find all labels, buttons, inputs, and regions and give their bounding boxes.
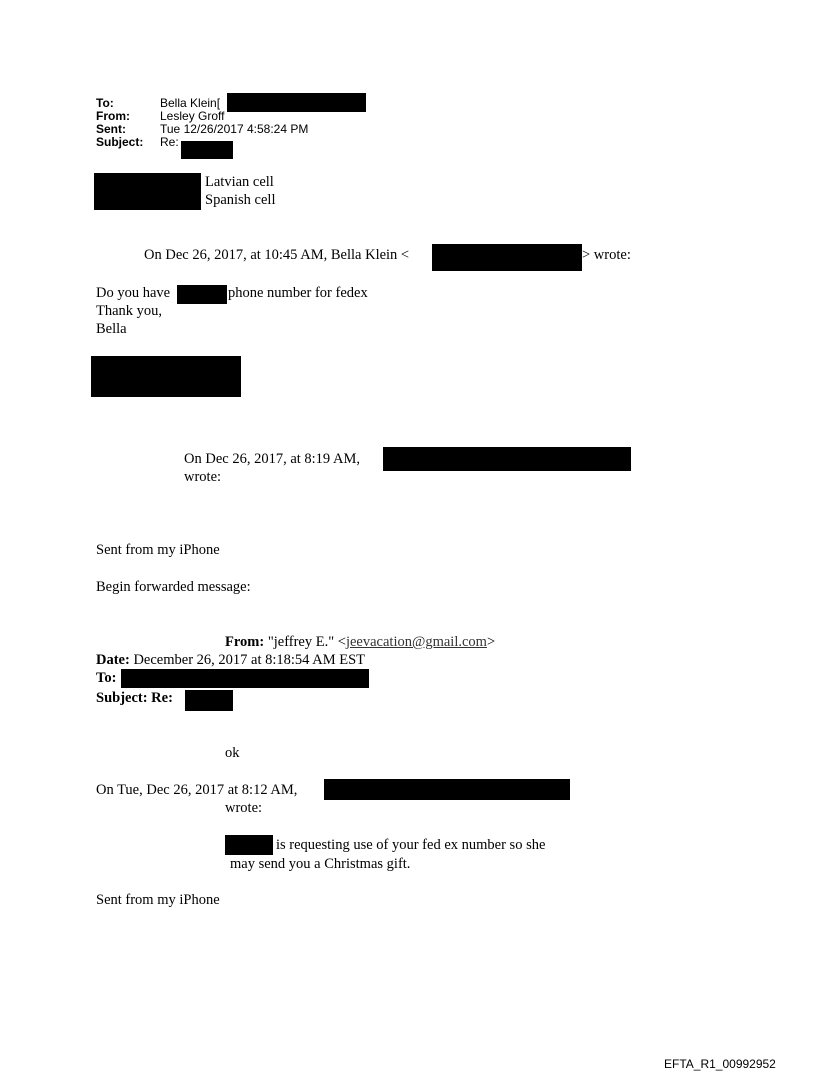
fwd-date-value: December 26, 2017 at 8:18:54 AM EST <box>133 652 366 668</box>
quote1-thanks: Thank you, <box>96 303 163 319</box>
quote2-intro: On Dec 26, 2017, at 8:19 AM, <box>184 451 360 467</box>
to-label: To: <box>96 96 114 110</box>
fwd-from-email[interactable]: jeevacation@gmail.com <box>345 634 487 650</box>
from-label: From: <box>96 109 130 123</box>
fwd-date-line <box>96 652 365 669</box>
fwd-from-name: "jeffrey E." < <box>267 634 346 650</box>
quote1-intro-end: > wrote: <box>582 247 631 263</box>
quote1-intro: On Dec 26, 2017, at 10:45 AM, Bella Klein < <box>144 247 410 263</box>
fwd-body: ok <box>225 745 240 761</box>
redaction-block <box>177 285 227 304</box>
sent-from-iphone: Sent from my iPhone <box>96 892 220 908</box>
redaction-block <box>185 690 233 711</box>
subject-value: Re: <box>160 135 179 149</box>
quote1-body-start: Do you have <box>96 285 171 301</box>
quote1-signature: Bella <box>96 321 127 337</box>
fwd-date-label: Date: <box>96 652 130 668</box>
redaction-block <box>227 93 366 112</box>
quote3-body-1: is requesting use of your fed ex number so she <box>276 837 546 853</box>
subject-label: Subject: <box>96 135 144 149</box>
sent-label: Sent: <box>96 122 126 136</box>
sent-from-iphone: Sent from my iPhone <box>96 542 220 558</box>
redaction-block <box>94 173 201 210</box>
fwd-from-close: > <box>486 634 496 650</box>
quote3-body-2: may send you a Christmas gift. <box>230 856 411 872</box>
quote3-intro: On Tue, Dec 26, 2017 at 8:12 AM, <box>96 782 298 798</box>
redaction-block <box>121 669 369 688</box>
redaction-block <box>225 835 273 855</box>
redaction-block <box>91 356 241 397</box>
quote1-body-end: phone number for fedex <box>228 285 368 301</box>
document-id: EFTA_R1_00992952 <box>664 1057 776 1071</box>
quote2-wrote: wrote: <box>184 469 222 485</box>
fwd-subject-label: Subject: Re: <box>96 690 173 706</box>
from-value: Lesley Groff <box>160 109 225 123</box>
to-value: Bella Klein[ <box>160 96 221 110</box>
redaction-block <box>432 244 582 271</box>
redaction-block <box>324 779 570 800</box>
redaction-block <box>383 447 631 471</box>
sent-value: Tue 12/26/2017 4:58:24 PM <box>160 122 309 136</box>
quote3-wrote: wrote: <box>225 800 263 816</box>
fwd-to-label: To: <box>96 670 117 686</box>
fwd-from-line <box>225 634 495 651</box>
reply-line-1: Latvian cell <box>205 174 274 190</box>
reply-line-2: Spanish cell <box>205 192 276 208</box>
fwd-from-label: From: <box>225 634 265 650</box>
forwarded-message-label: Begin forwarded message: <box>96 579 251 595</box>
redaction-block <box>181 141 233 159</box>
